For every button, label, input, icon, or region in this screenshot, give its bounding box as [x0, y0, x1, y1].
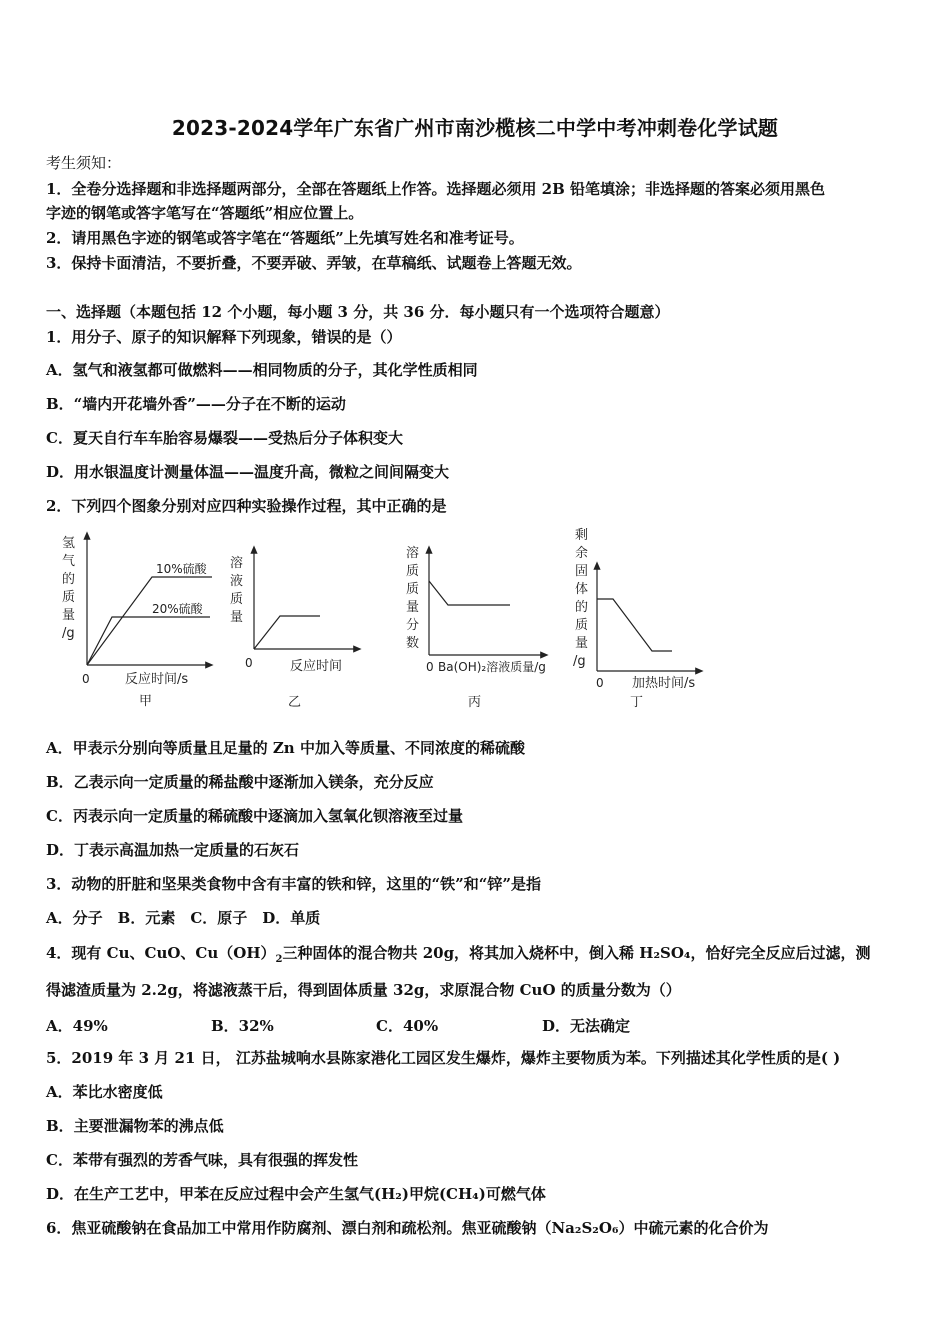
- notice-item-1b: 字迹的钢笔或答字笔写在“答题纸”相应位置上。: [46, 204, 364, 222]
- q4-option-b: B．32%: [211, 1017, 274, 1035]
- notice-item-2: 2．请用黑色字迹的钢笔或答字笔在“答题纸”上先填写姓名和准考证号。: [46, 229, 524, 247]
- ding-origin: 0: [596, 676, 604, 690]
- ding-xlabel: 加热时间/s: [632, 676, 696, 691]
- q3-options: A．分子 B．元素 C．原子 D．单质: [46, 909, 321, 927]
- q4-option-d: D．无法确定: [542, 1017, 631, 1035]
- jia-xlabel: 反应时间/s: [125, 672, 189, 687]
- q1-stem: 1．用分子、原子的知识解释下列现象，错误的是（）: [46, 328, 402, 346]
- jia-curve2-label: 20%硫酸: [152, 602, 203, 616]
- q2-option-a: A．甲表示分别向等质量且足量的 Zn 中加入等质量、不同浓度的稀硫酸: [46, 739, 525, 757]
- q4-options: [46, 1015, 914, 1035]
- q3-stem: 3．动物的肝脏和坚果类食物中含有丰富的铁和锌，这里的“铁”和“锌”是指: [46, 875, 541, 893]
- ding-curve: [597, 599, 672, 651]
- yi-origin: 0: [245, 656, 253, 670]
- yi-curve: [254, 616, 320, 649]
- bing-curve: [429, 581, 510, 605]
- q1-option-d: D．用水银温度计测量体温——温度升高，微粒之间间隔变大: [46, 463, 450, 481]
- q4-stem-line2: 得滤渣质量为 2.2g，将滤液蒸干后，得到固体质量 32g，求原混合物 CuO 的质量分数为（）: [46, 981, 681, 999]
- q2-option-c: C．丙表示向一定质量的稀硫酸中逐滴加入氢氧化钡溶液至过量: [46, 807, 463, 825]
- jia-name: 甲: [139, 694, 153, 709]
- q5-option-d: D．在生产工艺中，甲苯在反应过程中会产生氢气(H₂)甲烷(CH₄)可燃气体: [46, 1185, 546, 1203]
- q4-stem-line1: 4．现有 Cu、CuO、$Cu(OH)_2$三种固体的混合物共 20g，将其加入烧杯中，倒入稀 H₂SO₄，恰好完全反应后过滤，测: [46, 944, 871, 965]
- jia-curve1-label: 10%硫酸: [156, 562, 207, 576]
- q5-stem: 5．2019 年 3 月 21 日， 江苏盐城响水县陈家港化工园区发生爆炸，爆炸主要物质为苯。下列描述其化学性质的是( ): [46, 1049, 841, 1067]
- notice-item-3: 3．保持卡面清洁，不要折叠，不要弄破、弄皱，在草稿纸、试题卷上答题无效。: [46, 254, 582, 272]
- q5-option-c: C．苯带有强烈的芳香气味，具有很强的挥发性: [46, 1151, 358, 1169]
- bing-origin: 0: [426, 660, 434, 674]
- q2-stem: 2．下列四个图象分别对应四种实验操作过程，其中正确的是: [46, 497, 447, 515]
- jia-curve-10: [87, 577, 212, 665]
- section-heading: 一、选择题（本题包括 12 个小题，每小题 3 分，共 36 分．每小题只有一个选项符合题意）: [46, 303, 670, 321]
- q2-graphs: [40, 525, 740, 725]
- graph-jia: [62, 535, 212, 709]
- jia-ylabel: 氢 气 的 质 量 /g: [62, 536, 76, 641]
- bing-name: 丙: [468, 695, 482, 710]
- jia-origin: 0: [82, 672, 90, 686]
- graph-bing: [406, 545, 546, 710]
- q5-option-b: B．主要泄漏物苯的沸点低: [46, 1117, 224, 1135]
- q1-option-a: A．氢气和液氢都可做燃料——相同物质的分子，其化学性质相同: [46, 361, 478, 379]
- q2-option-b: B．乙表示向一定质量的稀盐酸中逐渐加入镁条，充分反应: [46, 773, 434, 791]
- q1-option-c: C．夏天自行车车胎容易爆裂——受热后分子体积变大: [46, 429, 403, 447]
- ding-name: 丁: [630, 695, 644, 710]
- q1-option-b: B．“墙内开花墙外香”——分子在不断的运动: [46, 395, 346, 413]
- graph-ding: [573, 528, 700, 710]
- graph-yi: [230, 549, 358, 710]
- yi-ylabel: 溶 液 质 量: [230, 556, 244, 625]
- ding-ylabel: 剩 余 固 体 的 质 量 /g: [573, 528, 589, 669]
- notice-item-1a: 1．全卷分选择题和非选择题两部分，全部在答题纸上作答。选择题必须用 2B 铅笔填涂；非选择题的答案必须用黑色: [46, 180, 826, 198]
- yi-name: 乙: [288, 695, 302, 710]
- bing-ylabel: 溶 质 质 量 分 数: [406, 546, 420, 651]
- notice-heading: 考生须知：: [46, 154, 122, 172]
- yi-xlabel: 反应时间: [290, 659, 343, 674]
- q6-stem: 6．焦亚硫酸钠在食品加工中常用作防腐剂、漂白剂和疏松剂。焦亚硫酸钠（Na₂S₂O₆）中硫元素的化合价为: [46, 1219, 769, 1237]
- q2-option-d: D．丁表示高温加热一定质量的石灰石: [46, 841, 300, 859]
- q4-option-a: A．49%: [46, 1017, 108, 1035]
- q5-option-a: A．苯比水密度低: [46, 1083, 163, 1101]
- page-title: 2023-2024学年广东省广州市南沙榄核二中学中考冲刺卷化学试题: [171, 116, 779, 140]
- bing-xlabel: Ba(OH)₂溶液质量/g: [438, 660, 546, 674]
- q4-option-c: C．40%: [376, 1017, 439, 1035]
